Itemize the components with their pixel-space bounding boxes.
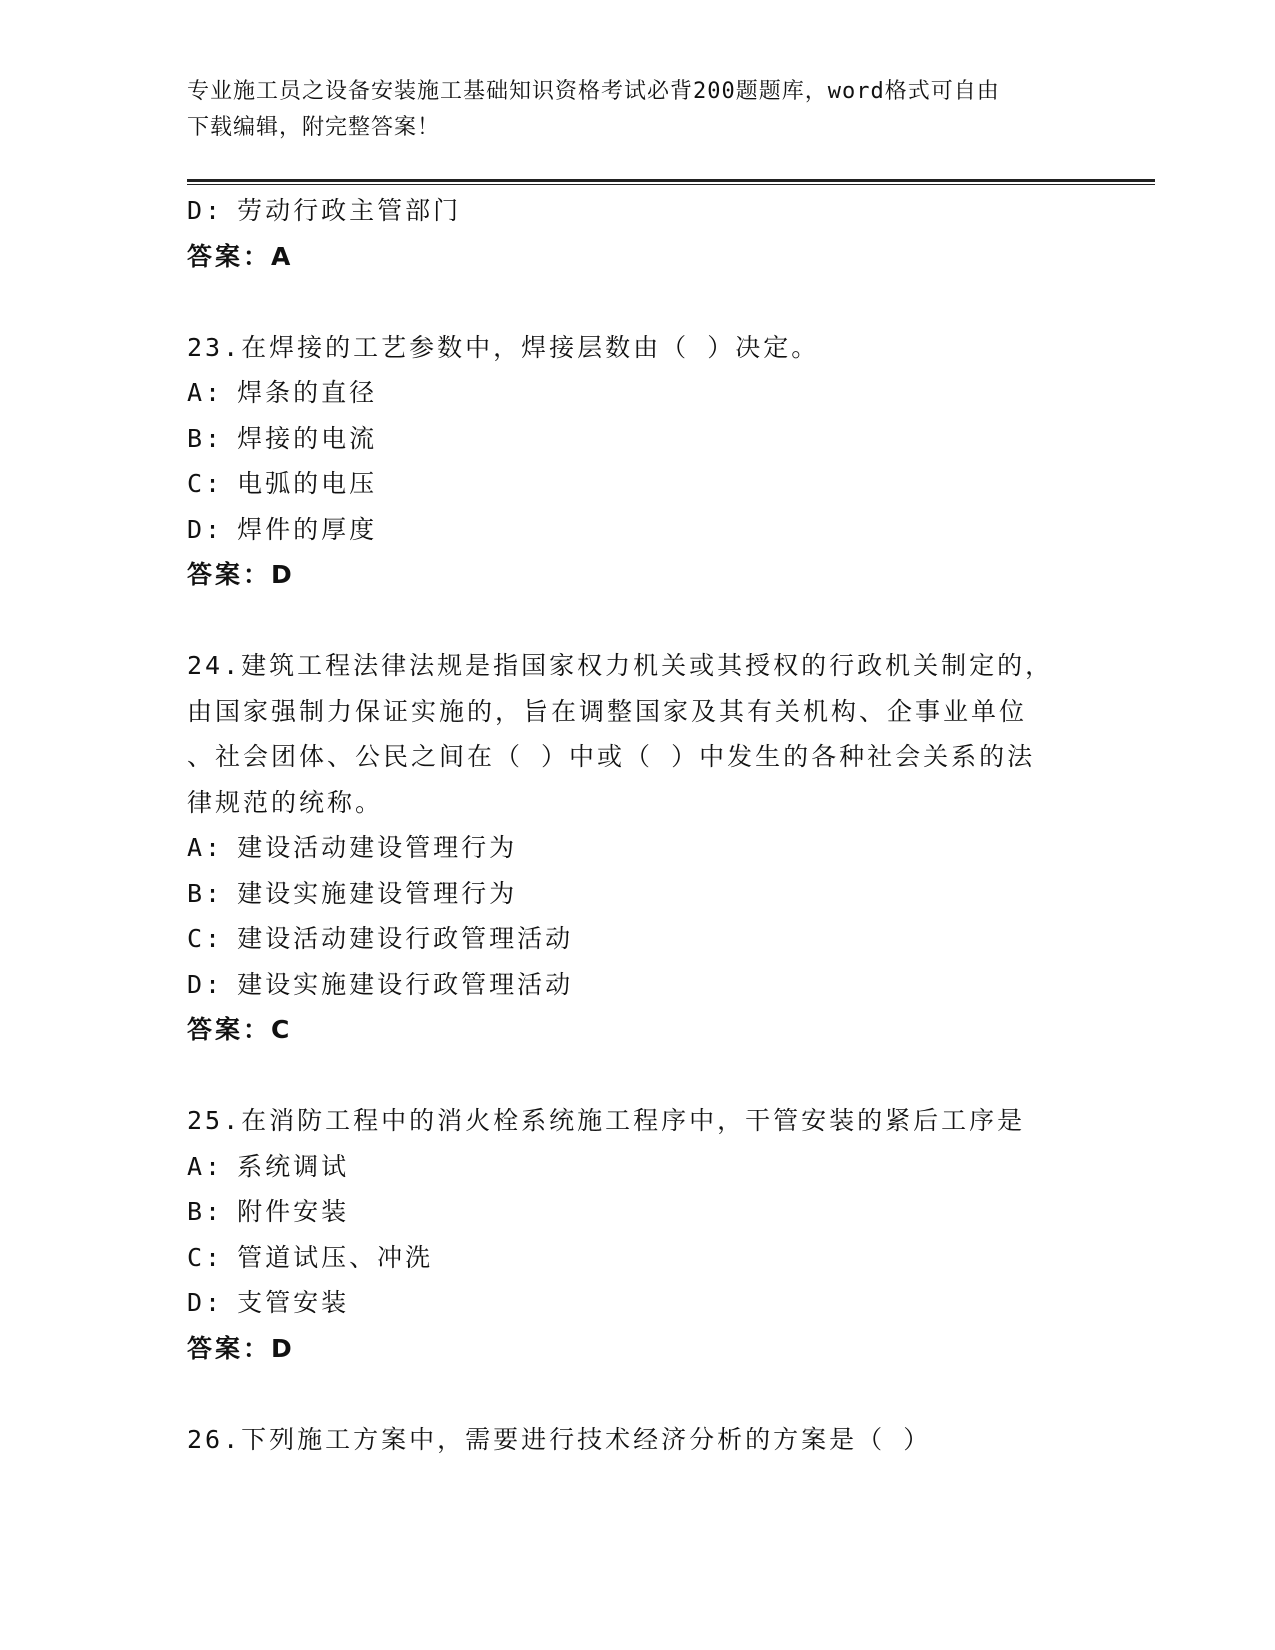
- question-stem-line: 律规范的统称。: [187, 787, 384, 817]
- option-text: 电弧的电压: [237, 469, 378, 498]
- option-label: D:: [187, 1288, 224, 1317]
- option-label: C:: [187, 469, 224, 498]
- document-header: [187, 74, 1067, 146]
- option-c: [187, 461, 1067, 507]
- question-stem-line: 由国家强制力保证实施的，旨在调整国家及其有关机构、企事业单位: [187, 696, 1028, 726]
- option-c: [187, 916, 1067, 962]
- option-text: 附件安装: [237, 1197, 350, 1226]
- option-text: 劳动行政主管部门: [237, 196, 462, 225]
- header-line-1: 专业施工员之设备安装施工基础知识资格考试必背200题题库，word格式可自由: [187, 79, 1000, 104]
- question-stem-line: 、社会团体、公民之间在（ ）中或（ ）中发生的各种社会关系的法: [187, 742, 1036, 771]
- spacer: [187, 1053, 1067, 1099]
- option-text: 系统调试: [237, 1151, 350, 1181]
- option-b: [187, 1189, 1067, 1235]
- option-a: [187, 1144, 1067, 1190]
- question-stem: 25.在消防工程中的消火栓系统施工程序中，干管安装的紧后工序是: [187, 1106, 1026, 1135]
- option-text: 焊条的直径: [237, 378, 378, 407]
- answer-line: 答案：D: [187, 560, 295, 589]
- option-b: [187, 871, 1067, 917]
- answer-line: 答案：A: [187, 241, 294, 271]
- answer-line: 答案：C: [187, 1015, 293, 1044]
- option-label: C:: [187, 1242, 224, 1272]
- option-d: [187, 507, 1067, 553]
- option-label: B:: [187, 878, 224, 908]
- document-body: [187, 188, 1067, 1462]
- header-line-2: 下载编辑，附完整答案！: [187, 115, 441, 140]
- option-text: 建设实施建设管理行为: [237, 878, 518, 908]
- option-text: 建设实施建设行政管理活动: [237, 969, 574, 999]
- option-text: 焊件的厚度: [237, 514, 378, 544]
- spacer: [187, 279, 1067, 325]
- spacer: [187, 598, 1067, 644]
- option-b: [187, 416, 1067, 462]
- question-stem: 26.下列施工方案中，需要进行技术经济分析的方案是（ ）: [187, 1424, 932, 1454]
- question-stem-line: 24.建筑工程法律法规是指国家权力机关或其授权的行政机关制定的，: [187, 651, 1054, 680]
- option-label: A:: [187, 833, 224, 862]
- option-text: 管道试压、冲洗: [237, 1242, 434, 1272]
- option-d: [187, 188, 1067, 234]
- option-text: 焊接的电流: [237, 423, 378, 453]
- option-text: 支管安装: [237, 1288, 350, 1317]
- option-a: [187, 370, 1067, 416]
- spacer: [187, 1371, 1067, 1417]
- option-label: D:: [187, 514, 224, 544]
- question-stem: 23.在焊接的工艺参数中，焊接层数由（ ）决定。: [187, 332, 820, 362]
- option-label: D:: [187, 196, 224, 225]
- option-label: A:: [187, 1151, 224, 1181]
- option-text: 建设活动建设行政管理活动: [237, 924, 574, 953]
- option-d: [187, 962, 1067, 1008]
- answer-line: 答案：D: [187, 1333, 295, 1363]
- option-label: B:: [187, 1197, 224, 1226]
- option-a: [187, 825, 1067, 871]
- option-label: D:: [187, 969, 224, 999]
- option-c: [187, 1235, 1067, 1281]
- header-rule-thin: [187, 184, 1155, 185]
- option-label: C:: [187, 924, 224, 953]
- option-text: 建设活动建设管理行为: [237, 833, 518, 862]
- option-d: [187, 1280, 1067, 1326]
- option-label: A:: [187, 378, 224, 407]
- header-rule-thick: [187, 179, 1155, 182]
- option-label: B:: [187, 423, 224, 453]
